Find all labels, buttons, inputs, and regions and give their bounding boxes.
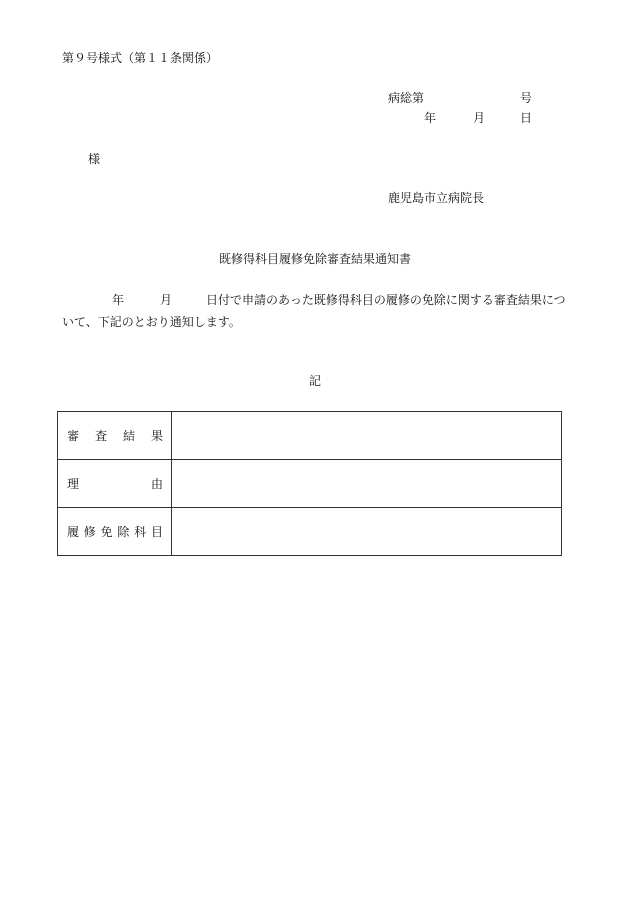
label-char: 査 — [94, 428, 107, 443]
table-row-review-result — [58, 412, 562, 460]
label-char: 履 — [67, 524, 80, 539]
exempt-subjects-value — [172, 508, 562, 556]
body-text-line-2: いて、下記のとおり通知します。 — [62, 315, 241, 329]
label-char: 果 — [150, 428, 163, 443]
label-char: 結 — [122, 428, 135, 443]
label-char: 除 — [117, 524, 130, 539]
reason-label — [58, 460, 172, 508]
ki-heading: 記 — [308, 374, 321, 388]
label-char: 目 — [150, 524, 163, 539]
label-char: 科 — [134, 524, 147, 539]
label-char: 由 — [150, 476, 163, 491]
table-row-exempt-subjects — [58, 508, 562, 556]
reason-value — [172, 460, 562, 508]
label-char: 免 — [100, 524, 113, 539]
table-row-reason — [58, 460, 562, 508]
form-number: 第９号様式（第１１条関係） — [62, 51, 219, 65]
label-char: 理 — [67, 476, 80, 491]
review-result-value — [172, 412, 562, 460]
body-year-label: 年 — [112, 293, 125, 307]
body-month-label: 月 — [160, 293, 173, 307]
date-month-label: 月 — [473, 111, 486, 125]
result-table — [57, 411, 562, 556]
sender-name: 鹿児島市立病院長 — [388, 191, 485, 205]
date-year-label: 年 — [424, 111, 437, 125]
label-char: 審 — [67, 428, 80, 443]
document-title: 既修得科目履修免除審査結果通知書 — [218, 252, 411, 266]
document-number-prefix: 病総第 — [388, 91, 425, 105]
recipient-honorific: 様 — [88, 152, 101, 166]
body-text-line-1: 日付で申請のあった既修得科目の履修の免除に関する審査結果につ — [206, 293, 566, 307]
document-number-suffix: 号 — [520, 91, 533, 105]
review-result-label — [58, 412, 172, 460]
exempt-subjects-label — [58, 508, 172, 556]
label-char: 修 — [83, 524, 96, 539]
date-day-label: 日 — [520, 111, 533, 125]
